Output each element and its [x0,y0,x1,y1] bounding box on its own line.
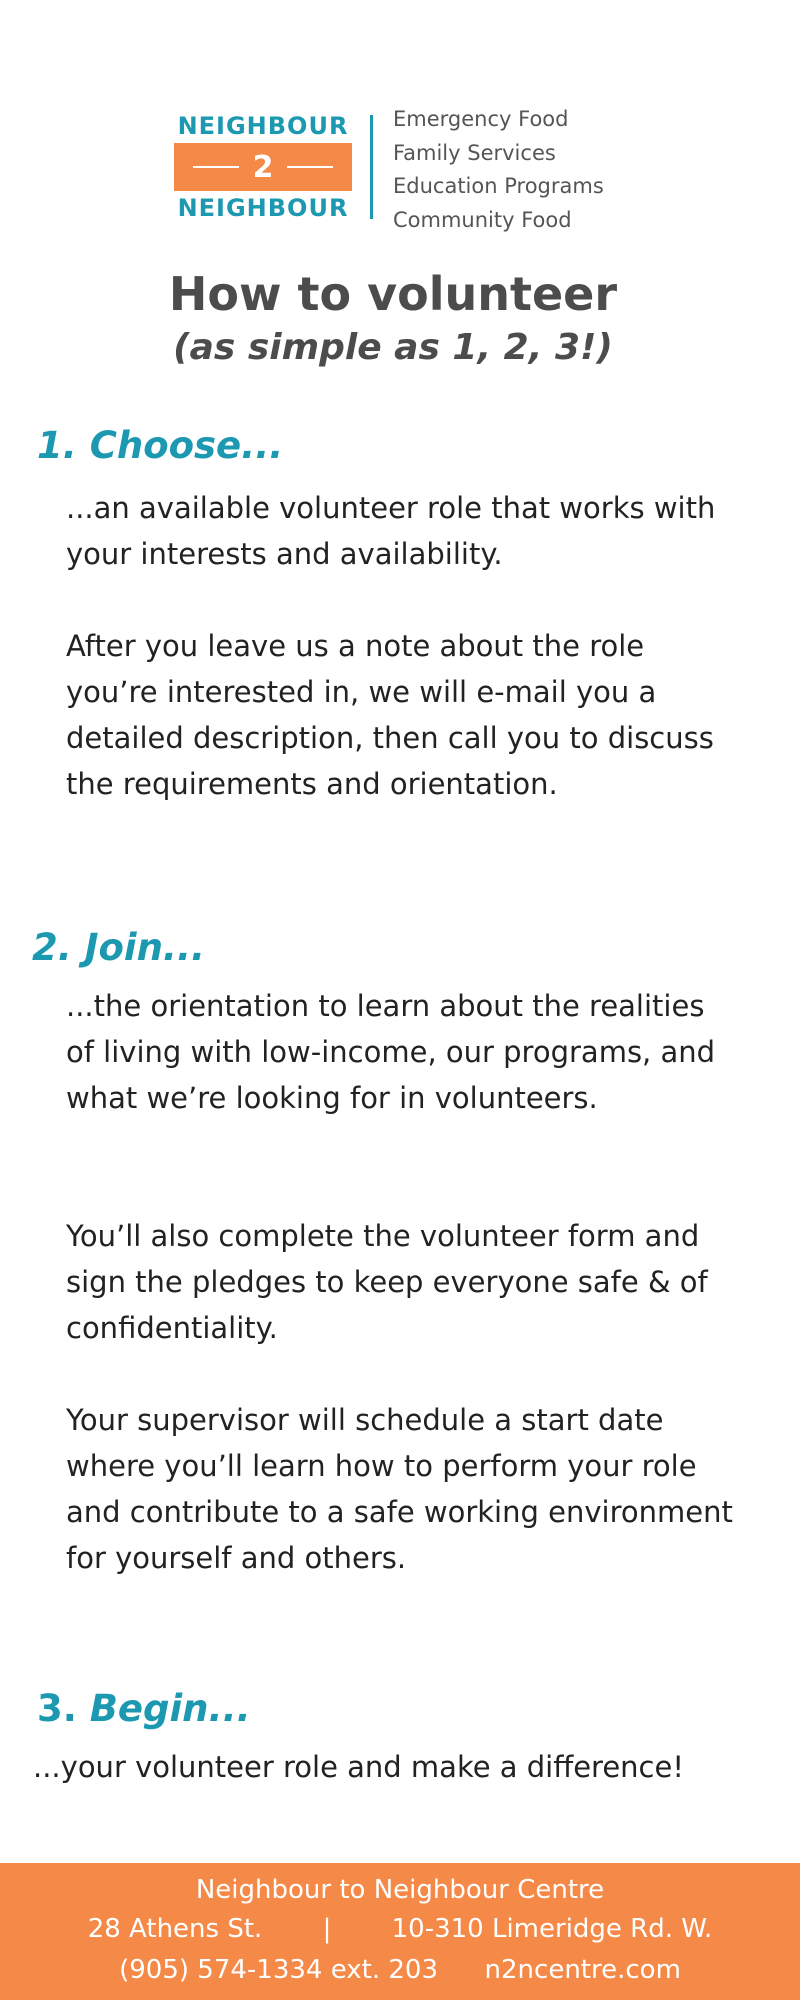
footer-address-1: 28 Athens St. [87,1914,263,1944]
step-3-number: 3. [37,1687,77,1730]
logo-service-item: Education Programs [393,174,604,198]
logo-bottom-word: NEIGHBOUR [177,194,349,222]
step-1-word: Choose... [89,424,284,467]
logo-divider [370,115,373,219]
logo-service-item: Emergency Food [393,107,569,131]
footer-addresses [0,1910,800,1948]
logo-band-line-left [193,166,239,168]
logo-service-item: Community Food [393,207,572,232]
page-subtitle: (as simple as 1, 2, 3!) [173,327,613,368]
step-2-heading [32,924,205,972]
footer-phone: (905) 574-1334 ext. 203 [119,1955,438,1985]
step-3-paragraph-1: ...your volunteer role and make a difference! [33,1750,684,1784]
step-1-paragraph-2: After you leave us a note about the role you’re interested in, we will e-mail you a detailed description, then call you to discuss the requirements and orientation. [66,629,714,801]
footer-organization: Neighbour to Neighbour Centre [195,1875,605,1905]
logo [174,103,652,233]
step-3-word: Begin... [89,1687,251,1730]
step-2-paragraph-2: You’ll also complete the volunteer form and sign the pledges to keep everyone safe & of confidentiality. [66,1219,708,1345]
step-1-paragraph-1: ...an available volunteer role that works with your interests and availability. [66,491,716,571]
logo-number: 2 [252,149,274,185]
footer [0,1863,800,2000]
logo-top-word: NEIGHBOUR [177,112,349,140]
step-3-heading [37,1685,251,1733]
footer-website: n2ncentre.com [484,1955,681,1985]
logo-band-line-right [287,166,333,168]
step-1-number: 1. [37,424,77,467]
logo-services-list [393,103,604,237]
footer-separator: | [322,1914,332,1944]
footer-contact [0,1951,800,1989]
step-2-paragraph-1: ...the orientation to learn about the realities of living with low-income, our programs, and what we’re looking for in volunteers. [66,989,716,1115]
step-2-word: Join... [84,926,206,969]
logo-service-item: Family Services [393,140,556,165]
step-1-heading [37,422,283,470]
logo-mark [174,113,352,221]
page-title: How to volunteer [168,267,618,321]
step-2-paragraph-3: Your supervisor will schedule a start date where you’ll learn how to perform your role and contribute to a safe working environment for yourself and others. [66,1403,733,1575]
step-2-number: 2. [32,926,72,969]
logo-band [174,143,352,191]
footer-address-2: 10-310 Limeridge Rd. W. [391,1914,713,1944]
